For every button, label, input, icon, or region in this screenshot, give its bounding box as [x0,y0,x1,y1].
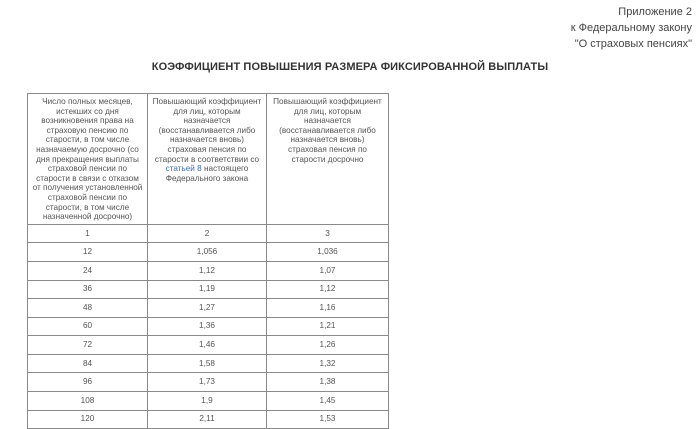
header-col2-text-before: Повышающий коэффициент для лиц, которым назначается (восстанавливается либо назначается вновь) страховая пенсия по старости в соответствии со [152,97,262,164]
months-cell: 108 [28,392,148,411]
column-number: 3 [267,224,389,243]
table-row [28,354,389,373]
annex-reference [571,4,692,52]
table-row [28,317,389,336]
column-number: 2 [148,224,267,243]
coefficient-general-cell: 1,58 [148,354,267,373]
months-cell: 60 [28,317,148,336]
header-row [28,94,389,225]
coefficient-general-cell: 1,056 [148,243,267,262]
coefficient-general-cell: 1,12 [148,261,267,280]
coefficient-general-cell: 1,73 [148,373,267,392]
coefficient-early-cell: 1,12 [267,280,389,299]
column-number: 1 [28,224,148,243]
coefficient-general-cell: 1,36 [148,317,267,336]
coefficient-early-cell: 1,16 [267,299,389,318]
coefficient-early-cell: 1,07 [267,261,389,280]
table-row [28,373,389,392]
coefficient-general-cell: 1,9 [148,392,267,411]
months-cell: 12 [28,243,148,262]
coefficient-early-cell: 1,32 [267,354,389,373]
months-cell: 36 [28,280,148,299]
coefficient-general-cell: 1,27 [148,299,267,318]
months-cell: 96 [28,373,148,392]
annex-line-1: Приложение 2 [618,6,692,18]
coefficient-table [27,93,389,429]
table-row [28,280,389,299]
annex-line-2: к Федеральному закону [570,22,692,34]
coefficient-early-cell: 1,38 [267,373,389,392]
coefficient-general-cell: 1,46 [148,336,267,355]
coefficient-early-cell: 1,036 [267,243,389,262]
months-cell: 48 [28,299,148,318]
coefficient-early-cell: 1,45 [267,392,389,411]
table-row [28,243,389,262]
coefficient-early-cell: 1,21 [267,317,389,336]
coefficient-general-cell: 1,19 [148,280,267,299]
table-row [28,410,389,429]
header-col2-text-after: настоящего Федерального закона [165,164,249,183]
table-row [28,261,389,280]
months-cell: 84 [28,354,148,373]
table-row [28,392,389,411]
table-row [28,299,389,318]
annex-line-3: "О страховых пенсиях" [574,38,692,50]
header-coefficient-general [148,94,267,225]
coefficient-early-cell: 1,53 [267,410,389,429]
header-months: Число полных месяцев, истекших со дня возникновения права на страховую пенсию по старости, в том числе назначаемую досрочно (со дня прекращения выплаты страховой пенсии по старости в связи с отказом от получения установленной страховой пенсии по старости, в том числе назначенной досрочно) [28,94,148,225]
months-cell: 120 [28,410,148,429]
numbering-row [28,224,389,243]
months-cell: 24 [28,261,148,280]
coefficient-general-cell: 2,11 [148,410,267,429]
article-8-link[interactable]: статьей 8 [165,164,202,174]
coefficient-early-cell: 1,26 [267,336,389,355]
header-coefficient-early: Повышающий коэффициент для лиц, которым назначается (восстанавливается либо назначается вновь) страховая пенсия по старости досрочно [267,94,389,225]
months-cell: 72 [28,336,148,355]
document-title: КОЭФФИЦИЕНТ ПОВЫШЕНИЯ РАЗМЕРА ФИКСИРОВАННОЙ ВЫПЛАТЫ [151,61,549,73]
table-row [28,336,389,355]
